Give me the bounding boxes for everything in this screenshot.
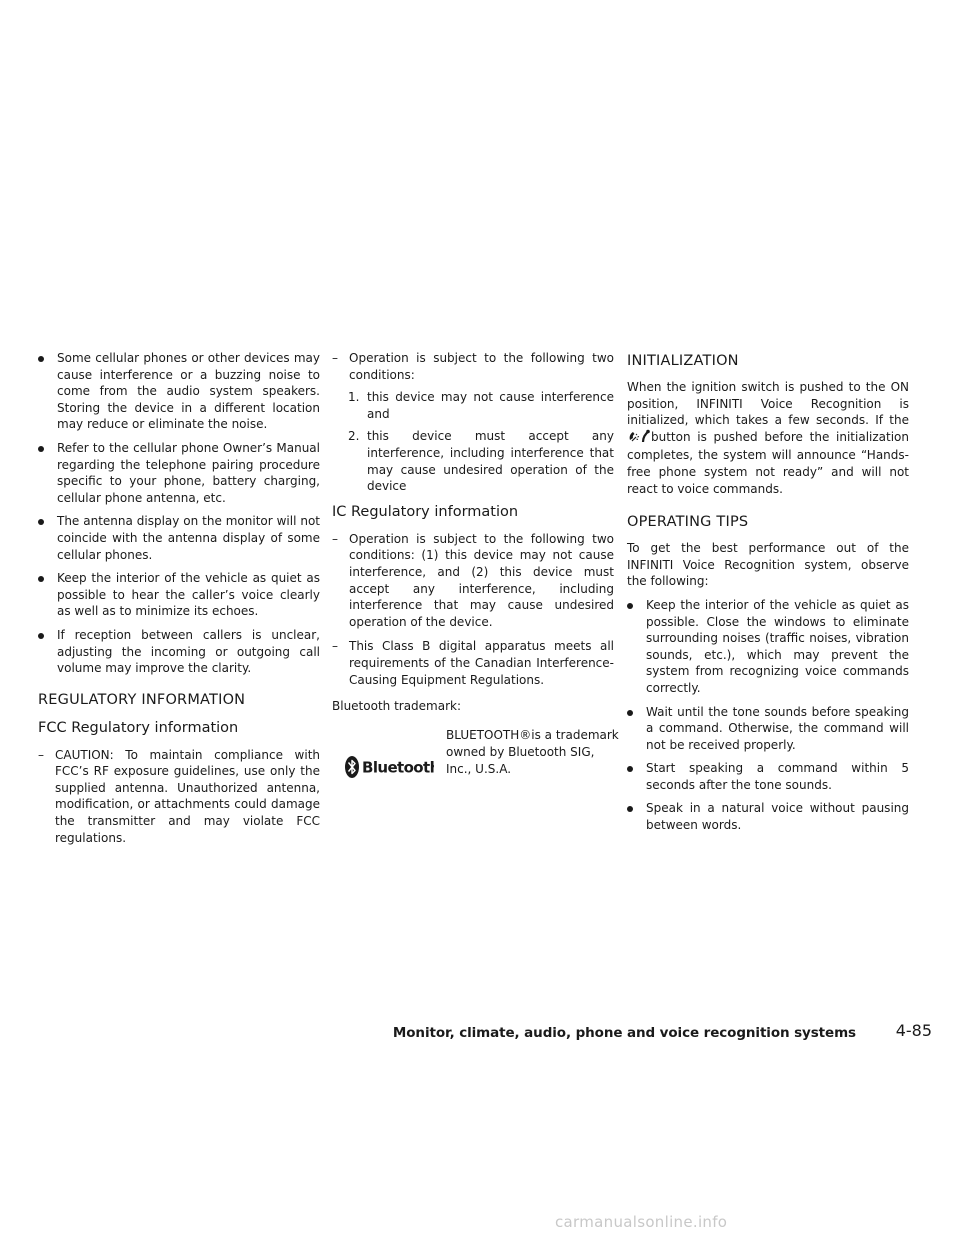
phone-voice-icon <box>627 429 651 448</box>
bullet-item: Keep the interior of the vehicle as quiet as possible to hear the caller’s voice clearly as well as to minimize its echoes. <box>38 570 320 620</box>
dash-mark: – <box>332 531 338 546</box>
watermark: carmanualsonline.info <box>555 1213 728 1231</box>
bluetooth-trademark-row <box>332 727 619 793</box>
bluetooth-logo-text: Bluetooth <box>362 758 434 777</box>
tip-item: Keep the interior of the vehicle as quiet as possible. Close the windows to eliminate surrounding noises (traffic noises, vibration sounds, etc.), which may prevent the system from recognizing voice commands correctly. <box>627 597 909 697</box>
bullet-item: Refer to the cellular phone Owner’s Manual regarding the telephone pairing procedure specific to your phone, battery charging, cellular phone antenna, etc. <box>38 440 320 506</box>
tips-intro: To get the best performance out of the INFINITI Voice Recognition system, observe the following: <box>627 541 909 589</box>
bullet-dot-icon <box>627 806 633 812</box>
heading-initialization: INITIALIZATION <box>627 353 739 369</box>
trademark-label: Bluetooth trademark: <box>332 699 462 714</box>
ic-item: – This Class B digital apparatus meets all requirements of the Canadian Interference-Causing Equipment Regulations. <box>332 639 614 687</box>
bluetooth-logo-icon <box>344 755 434 779</box>
tip-item: Wait until the tone sounds before speaking a command. Otherwise, the command will not be received properly. <box>627 704 909 754</box>
trademark-text: BLUETOOTH®is a trademark owned by Bluetooth SIG, Inc., U.S.A. <box>446 727 619 776</box>
fcc-conditions-item: – Operation is subject to the following two conditions: <box>332 351 614 382</box>
column-right <box>627 350 909 841</box>
bullet-dot-icon <box>38 519 44 525</box>
bullet-dot-icon <box>627 603 633 609</box>
fcc-caution-item: – CAUTION: To maintain compliance with FCC’s RF exposure guidelines, use only the supplied antenna. Unauthorized antenna, modification, or attachments could damage the transmitter and may violate FCC regulations. <box>38 747 320 845</box>
numbered-item: 2. this device must accept any interference, including interference that may cause undesired operation of the device <box>348 429 614 494</box>
bullet-dot-icon <box>38 356 44 362</box>
bullet-dot-icon <box>627 710 633 716</box>
bullet-dot-icon <box>38 446 44 452</box>
footer-section-title: Monitor, climate, audio, phone and voice recognition systems <box>392 1025 856 1041</box>
column-middle <box>332 350 619 793</box>
heading-regulatory-information: REGULATORY INFORMATION <box>38 691 246 708</box>
page-number: 4-85 <box>895 1021 932 1040</box>
heading-ic-regulatory: IC Regulatory information <box>332 503 519 520</box>
initialization-text: When the ignition switch is pushed to the ON position, INFINITI Voice Recognition is initialized, which takes a few seconds. If thebutton is pushed before the initialization completes, the system will announce “Hands-free phone system not ready” and will not react to voice commands. <box>627 380 909 496</box>
bullet-item: Some cellular phones or other devices may cause interference or a buzzing noise to come from the audio system speakers. Storing the device in a different location may reduce or eliminate the noise. <box>38 350 320 433</box>
ic-item: – Operation is subject to the following two conditions: (1) this device may not cause interference, and (2) this device must accept any interference, including interference that may cause undesired operation of the device. <box>332 531 614 629</box>
dash-mark: – <box>332 351 338 365</box>
bullet-dot-icon <box>38 576 44 582</box>
bullet-dot-icon <box>38 633 44 639</box>
heading-fcc-regulatory: FCC Regulatory information <box>38 719 239 736</box>
bullet-dot-icon <box>627 766 633 772</box>
numbered-item: 1. this device may not cause interference and <box>348 390 614 421</box>
bluetooth-logo <box>344 755 434 784</box>
column-left <box>38 350 320 854</box>
bullet-item: The antenna display on the monitor will not coincide with the antenna display of some cellular phones. <box>38 513 320 563</box>
bullet-item: If reception between callers is unclear, adjusting the incoming or outgoing call volume may improve the clarity. <box>38 627 320 677</box>
tip-item: Start speaking a command within 5 seconds after the tone sounds. <box>627 760 909 793</box>
dash-mark: – <box>38 747 44 762</box>
tip-item: Speak in a natural voice without pausing between words. <box>627 800 909 833</box>
dash-mark: – <box>332 639 338 654</box>
heading-operating-tips: OPERATING TIPS <box>627 514 749 531</box>
